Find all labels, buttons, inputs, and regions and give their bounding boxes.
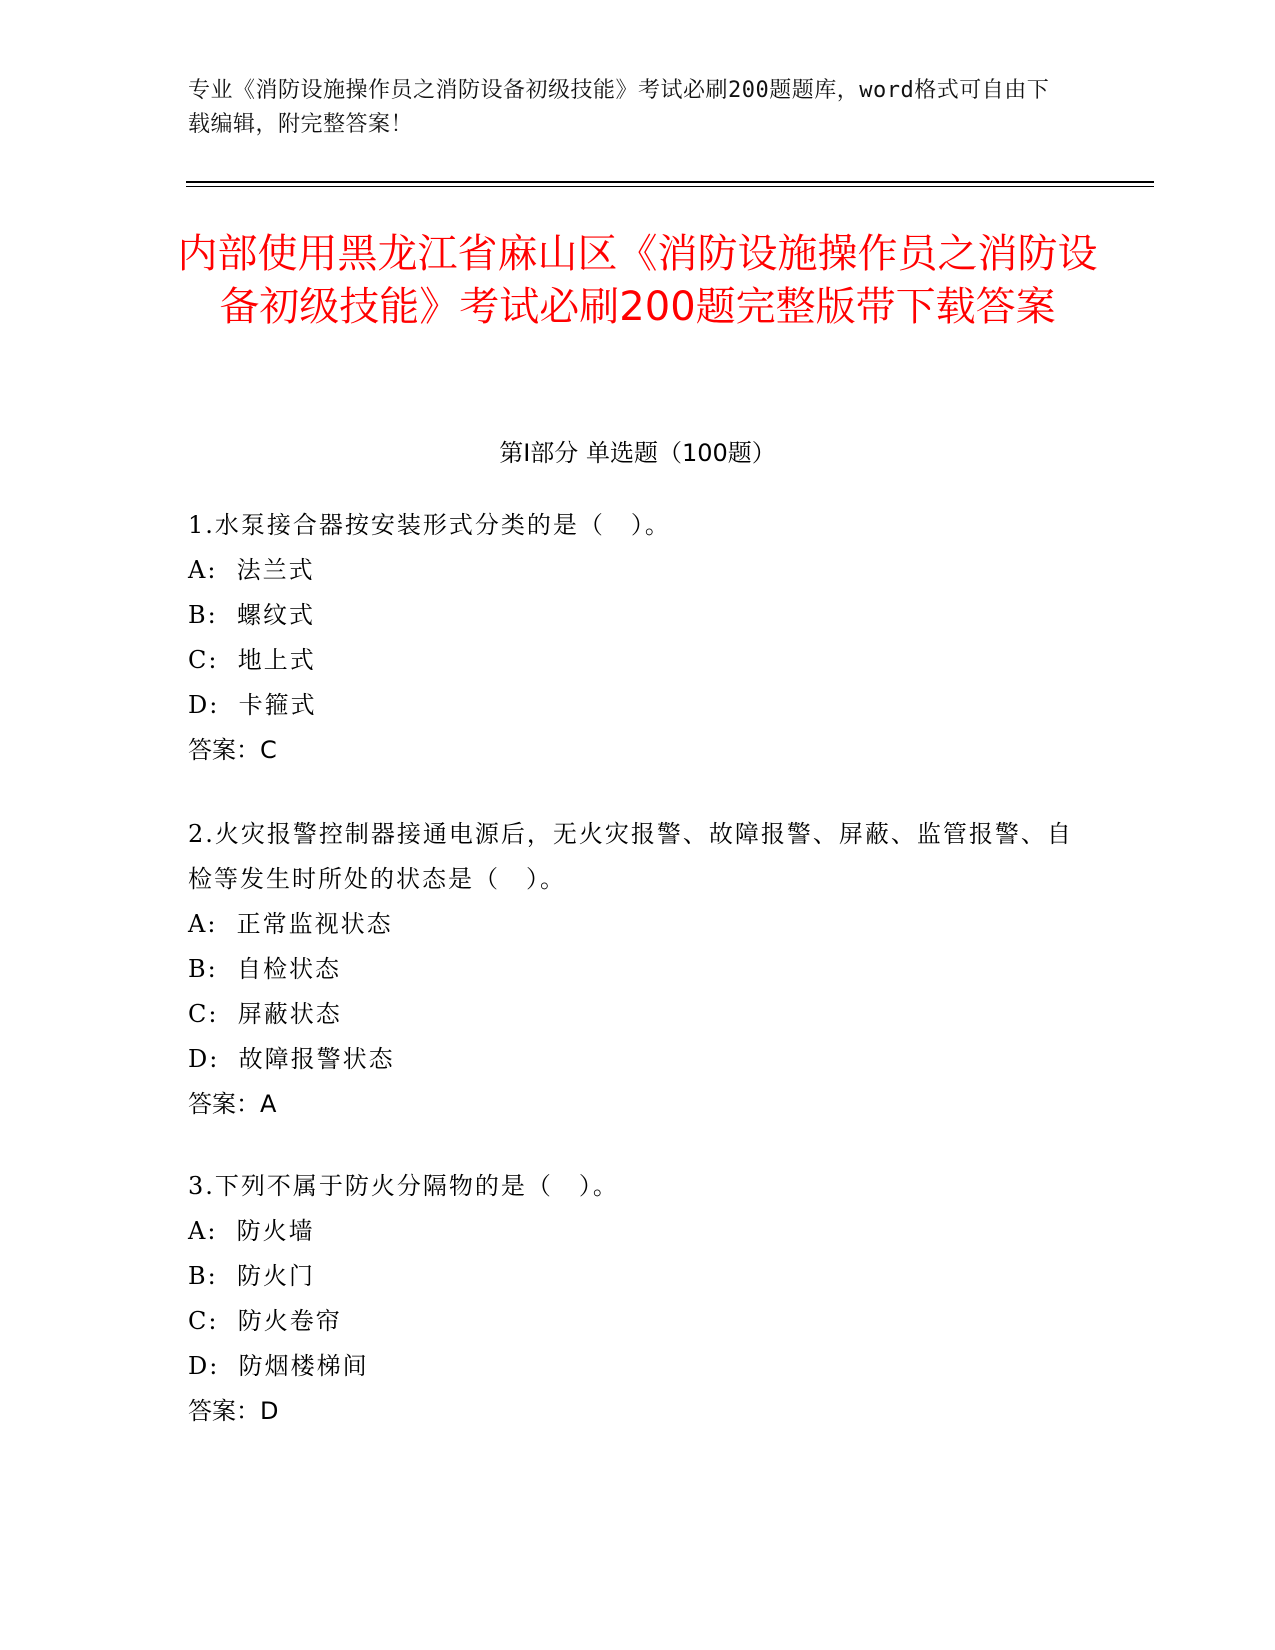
option-d: D: 故障报警状态 [188,1045,395,1073]
header-note: 专业《消防设施操作员之消防设备初级技能》考试必刷200题题库，word格式可自由下载编辑，附完整答案！ [188,78,1050,137]
question-2 [188,812,1078,1127]
question-stem: 1.水泵接合器按安装形式分类的是（ ）。 [188,511,671,539]
option-b: B: 防火门 [188,1262,315,1290]
option-c: C: 地上式 [188,646,316,674]
question-stem: 2.火灾报警控制器接通电源后，无火灾报警、故障报警、屏蔽、监管报警、自检等发生时所处的状态是（ ）。 [188,820,1073,893]
option-b: B: 自检状态 [188,955,341,983]
option-c: C: 屏蔽状态 [188,1000,342,1028]
option-a: A: 法兰式 [188,556,315,584]
answer: 答案：A [188,1090,277,1118]
answer: 答案：D [188,1397,279,1425]
answer: 答案：C [188,736,277,764]
document-title: 内部使用黑龙江省麻山区《消防设施操作员之消防设备初级技能》考试必刷200题完整版带下载答案 [177,231,1098,330]
option-c: C: 防火卷帘 [188,1307,342,1335]
option-a: A: 防火墙 [188,1217,315,1245]
option-a: A: 正常监视状态 [188,910,393,938]
question-stem: 3.下列不属于防火分隔物的是（ ）。 [188,1172,619,1200]
section-title: 第I部分 单选题（100题） [499,439,776,467]
option-d: D: 防烟楼梯间 [188,1352,369,1380]
header-rule-thin [186,186,1154,187]
header-rule-thick [186,181,1154,183]
question-1 [188,503,1078,773]
option-d: D: 卡箍式 [188,691,317,719]
option-b: B: 螺纹式 [188,601,315,629]
question-3 [188,1164,1078,1434]
